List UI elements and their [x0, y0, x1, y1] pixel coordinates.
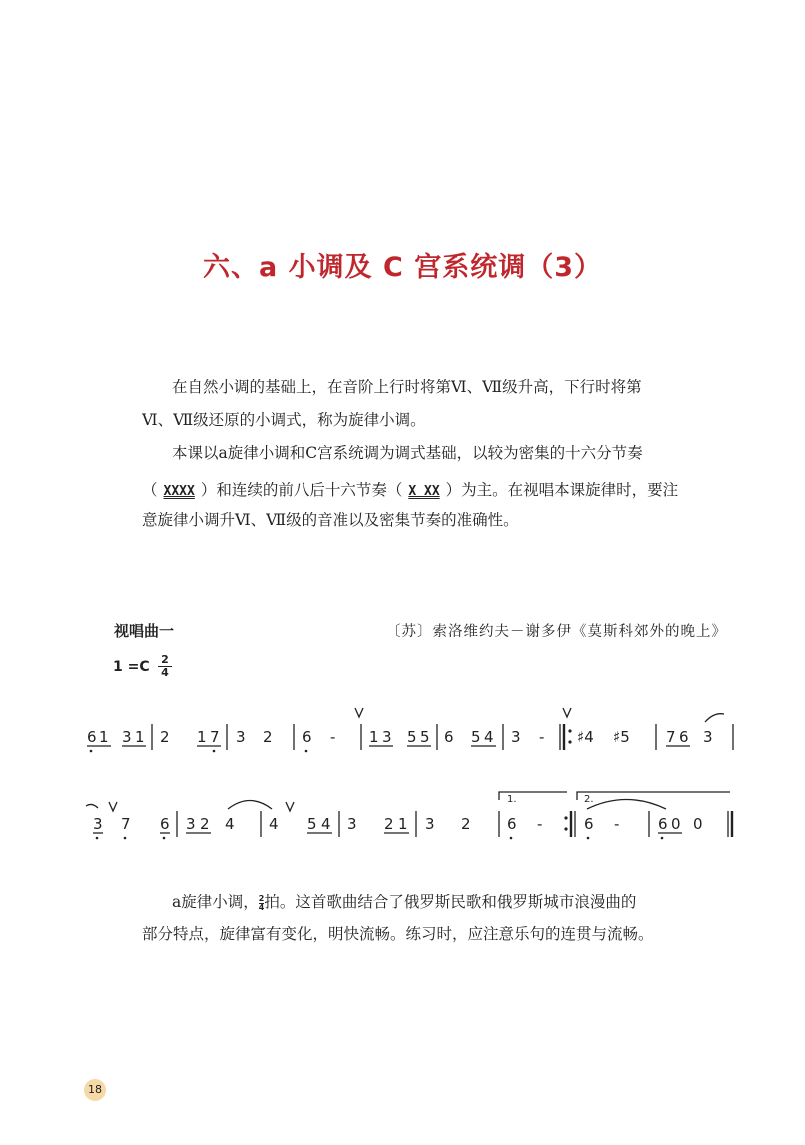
intro-line-5: 意旋律小调升Ⅵ、Ⅶ级的音准以及密集节奏的准确性。 — [142, 511, 519, 529]
note: 3 — [511, 728, 521, 746]
note: ♯5 — [613, 728, 630, 746]
row-2-dots — [96, 816, 664, 839]
outro-line-1-end: 拍。这首歌曲结合了俄罗斯民歌和俄罗斯城市浪漫曲的 — [264, 893, 637, 911]
second-ending-label: 2. — [584, 794, 594, 805]
outro-meter-bottom: 4 — [258, 902, 265, 912]
note: 3 — [93, 815, 103, 833]
note: 1 — [197, 728, 207, 746]
note: 6 — [584, 815, 594, 833]
song-composer: 〔苏〕索洛维约夫－谢多伊《莫斯科郊外的晚上》 — [386, 624, 727, 640]
note: 6 — [507, 815, 517, 833]
page-title: 六、a 小调及 C 宫系统调（3） — [202, 252, 603, 283]
dash: - — [537, 815, 543, 833]
note: ♯4 — [577, 728, 594, 746]
note: 0 — [671, 815, 681, 833]
note: 0 — [693, 815, 703, 833]
note: 1 — [369, 728, 379, 746]
note: 6 — [679, 728, 689, 746]
note: 3 — [703, 728, 713, 746]
note: 4 — [269, 815, 279, 833]
note: 5 — [307, 815, 317, 833]
staff-row-1 — [87, 728, 713, 746]
note: 3 — [347, 815, 357, 833]
rhythm-eighth-sixteenth: X XX — [408, 484, 440, 499]
outro-line-1 — [172, 892, 636, 912]
note: 3 — [186, 815, 196, 833]
first-ending-label: 1. — [507, 794, 517, 805]
intro-line-3: 本课以a旋律小调和C宫系统调为调式基础，以较为密集的十六分节奏 — [172, 444, 643, 462]
note: 1 — [135, 728, 145, 746]
note: 6 — [658, 815, 668, 833]
note: 6 — [444, 728, 454, 746]
intro-line-1: 在自然小调的基础上，在音阶上行时将第Ⅵ、Ⅶ级升高，下行时将第 — [172, 378, 642, 396]
note: 4 — [484, 728, 494, 746]
outro-line-1-start: a旋律小调， — [172, 893, 259, 911]
note: 2 — [461, 815, 471, 833]
paren-open: （ — [142, 481, 158, 499]
dash: - — [539, 728, 545, 746]
key-signature: 1 =C — [113, 659, 150, 675]
page-number: 18 — [84, 1079, 106, 1101]
note: 6 — [87, 728, 97, 746]
note: 2 — [200, 815, 210, 833]
note: 7 — [666, 728, 676, 746]
dash: - — [614, 815, 620, 833]
outro-meter-top: 2 — [258, 893, 265, 903]
note: 3 — [122, 728, 132, 746]
note: 5 — [407, 728, 417, 746]
rhythm-sixteenth: XXXX — [163, 484, 195, 499]
note: 2 — [384, 815, 394, 833]
outro-line-2: 部分特点，旋律富有变化，明快流畅。练习时，应注意乐句的连贯与流畅。 — [142, 925, 654, 943]
intro-line-4-end: ）为主。在视唱本课旋律时，要注 — [445, 481, 679, 499]
note: 3 — [425, 815, 435, 833]
note: 6 — [302, 728, 312, 746]
note: 7 — [121, 815, 131, 833]
row-2-markings — [86, 792, 732, 837]
note: 3 — [236, 728, 246, 746]
intro-line-4-mid: ）和连续的前八后十六节奏（ — [200, 481, 403, 499]
meter-top: 2 — [158, 654, 172, 667]
note: 2 — [263, 728, 273, 746]
note: 1 — [99, 728, 109, 746]
dash: - — [330, 728, 336, 746]
note: 6 — [160, 815, 170, 833]
note: 4 — [321, 815, 331, 833]
note: 2 — [160, 728, 170, 746]
note: 4 — [225, 815, 235, 833]
note: 5 — [471, 728, 481, 746]
note: 1 — [398, 815, 408, 833]
staff-row-2 — [93, 794, 703, 833]
meter-bottom: 4 — [161, 666, 169, 679]
intro-line-2: Ⅵ、Ⅶ级还原的小调式，称为旋律小调。 — [142, 411, 426, 429]
song-title: 视唱曲一 — [114, 622, 175, 640]
note: 5 — [420, 728, 430, 746]
note: 3 — [382, 728, 392, 746]
note: 7 — [210, 728, 220, 746]
